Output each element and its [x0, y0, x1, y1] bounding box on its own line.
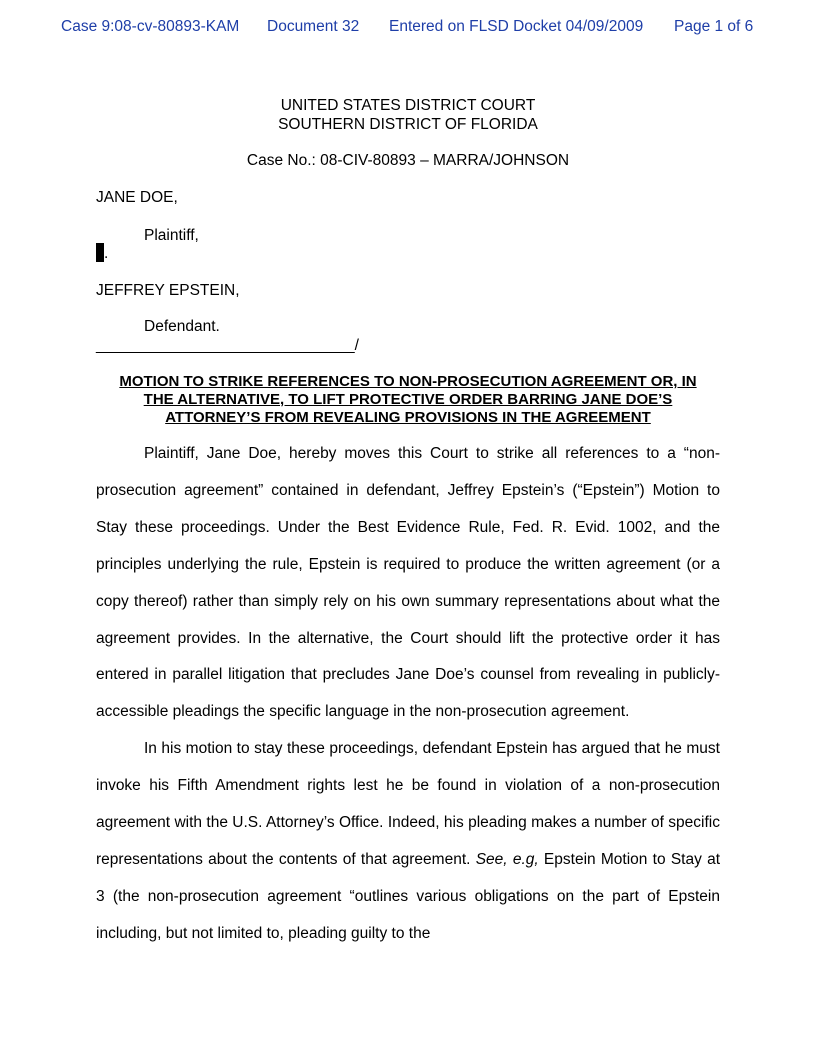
court-name-line2: SOUTHERN DISTRICT OF FLORIDA: [278, 116, 538, 133]
plaintiff-name: JANE DOE,: [96, 189, 178, 206]
stamp-entered-date: Entered on FLSD Docket 04/09/2009: [389, 18, 644, 35]
motion-title-line3: ATTORNEY’S FROM REVEALING PROVISIONS IN THE AGREEMENT: [165, 409, 651, 426]
body-paragraph-1: Plaintiff, Jane Doe, hereby moves this Court to strike all references to a “non-prosecution agreement” contained in defendant, Jeffrey Epstein’s (“Epstein”) Motion to Stay these proceedings. Under the Best Evidence Rule, Fed. R. Evid. 1002, and the principles underlying the rule, Epstein is required to produce the written agreement (or a copy thereof) rather than simply rely on his own summary representations about what the agreement provides. In the alternative, the Court should lift the protective order it has entered in parallel litigation that precludes Jane Doe’s counsel from revealing in publicly-accessible pleadings the specific language in the non-prosecution agreement.: [96, 445, 720, 721]
stamp-document-number: Document 32: [267, 18, 360, 35]
paragraph-2-text-b: Epstein Motion to Stay at 3 (the non-prosecution agreement “outlines various obligations on the part of Epstein including, but not limited to, pleading guilty to the: [96, 850, 721, 942]
motion-body: [96, 436, 720, 953]
paragraph-2-text-a: In his motion to stay these proceedings, defendant Epstein has argued that he must invoke his Fifth Amendment rights lest he be found in violation of a non-prosecution agreement with the U.S. Attorney’s Office. Indeed, his pleading makes a number of specific representations about the contents of that agreement.: [96, 740, 720, 868]
versus-mark: .: [104, 245, 109, 262]
motion-title-line1: MOTION TO STRIKE REFERENCES TO NON-PROSECUTION AGREEMENT OR, IN: [119, 373, 697, 390]
caption-rule: ______________________________/: [96, 337, 359, 354]
motion-title: [96, 373, 720, 427]
defendant-role: Defendant.: [144, 318, 220, 335]
court-name-line1: UNITED STATES DISTRICT COURT: [280, 97, 536, 114]
redaction-mark: [96, 243, 104, 262]
see-eg-citation: See, e.g,: [475, 850, 539, 868]
body-paragraph-2: [96, 731, 720, 952]
docket-stamp: [0, 18, 816, 38]
stamp-page-count: Page 1 of 6: [674, 18, 754, 35]
defendant-name: JEFFREY EPSTEIN,: [96, 282, 240, 299]
plaintiff-role: Plaintiff,: [144, 227, 199, 244]
case-number: Case No.: 08-CIV-80893 – MARRA/JOHNSON: [246, 152, 570, 169]
stamp-case-number: Case 9:08-cv-80893-KAM: [61, 18, 240, 35]
motion-title-line2: THE ALTERNATIVE, TO LIFT PROTECTIVE ORDER BARRING JANE DOE’S: [143, 391, 673, 408]
